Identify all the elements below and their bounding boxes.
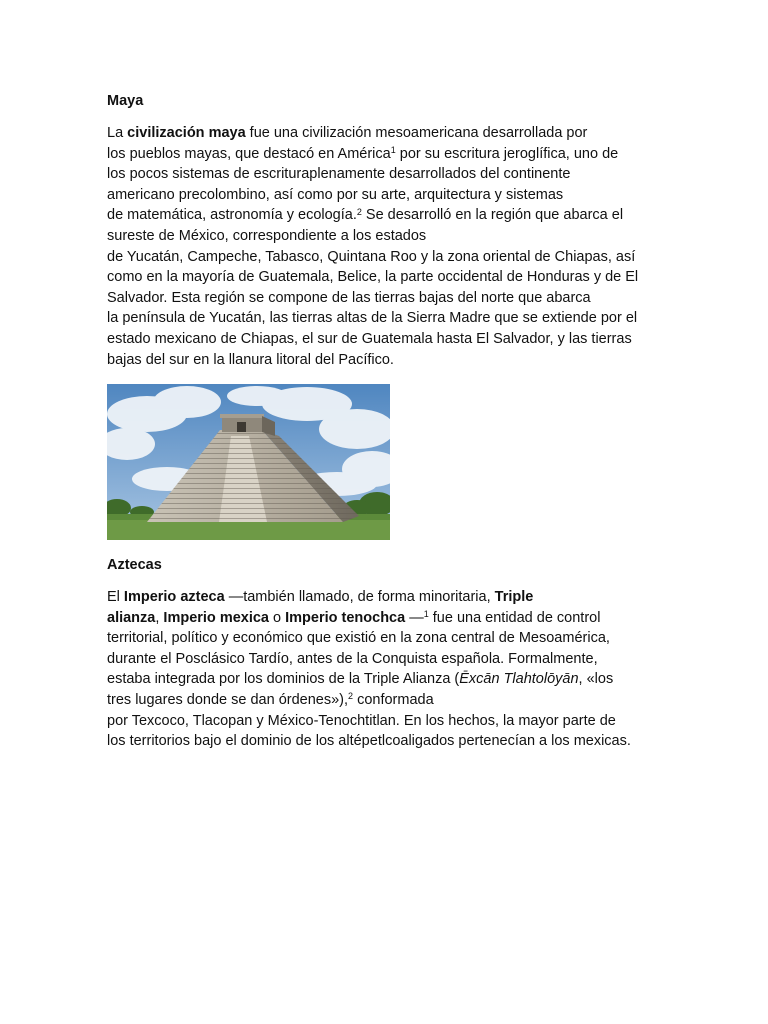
maya-paragraph bbox=[107, 123, 667, 370]
text-line bbox=[107, 308, 667, 329]
pyramid-image bbox=[107, 384, 390, 540]
text-run: Salvador. Esta región se compone de las tierras bajas del norte que abarca bbox=[107, 289, 591, 306]
text-run: de matemática, astronomía y ecología. bbox=[107, 207, 357, 224]
text-run: , bbox=[155, 609, 164, 626]
text-run: fue una civilización mesoamericana desarrollada por bbox=[245, 125, 588, 141]
text-line bbox=[107, 731, 667, 752]
text-line bbox=[107, 690, 667, 711]
footnote-ref: 2 bbox=[356, 206, 362, 217]
footnote-ref: 1 bbox=[390, 144, 396, 155]
text-run: La bbox=[107, 125, 128, 141]
text-run: fue una entidad de control bbox=[428, 609, 601, 626]
bold-term: civilización maya bbox=[127, 125, 246, 141]
text-run: sureste de México, correspondiente a los estados bbox=[107, 227, 427, 244]
text-line bbox=[107, 628, 667, 649]
text-run: —también llamado, de forma minoritaria, bbox=[224, 589, 495, 605]
text-run: por Texcoco, Tlacopan y México-Tenochtitlan. En los hechos, la mayor parte de bbox=[107, 712, 616, 729]
text-line bbox=[107, 123, 667, 144]
text-run: Se desarrolló en la región que abarca el bbox=[361, 207, 624, 224]
text-line bbox=[107, 288, 667, 309]
aztec-paragraph bbox=[107, 587, 667, 752]
text-line bbox=[107, 329, 667, 350]
aztec-heading: Aztecas bbox=[107, 557, 162, 573]
text-run: o bbox=[269, 609, 286, 626]
footnote-ref: 1 bbox=[423, 608, 429, 619]
text-run: los territorios bajo el dominio de los altépetlcoaligados pertenecían a los mexicas. bbox=[107, 733, 631, 750]
maya-heading: Maya bbox=[107, 93, 144, 109]
text-run: bajas del sur en la llanura litoral del Pacífico. bbox=[107, 351, 394, 368]
text-line bbox=[107, 247, 667, 268]
text-run: la península de Yucatán, las tierras altas de la Sierra Madre que se extiende por el bbox=[107, 310, 638, 327]
text-run: conformada bbox=[353, 691, 434, 708]
text-line bbox=[107, 649, 667, 670]
text-run: El bbox=[107, 589, 124, 605]
step-pyramid-photo bbox=[107, 384, 390, 540]
text-run: estaba integrada por los dominios de la Triple Alianza ( bbox=[107, 671, 460, 688]
text-line bbox=[107, 185, 667, 206]
text-run: tres lugares donde se dan órdenes»), bbox=[107, 691, 349, 708]
text-run: los pueblos mayas, que destacó en América bbox=[107, 145, 391, 162]
footnote-ref: 2 bbox=[348, 691, 354, 702]
text-run: — bbox=[405, 609, 424, 626]
bold-term: Imperio mexica bbox=[163, 609, 269, 626]
text-line bbox=[107, 587, 667, 608]
text-run: de Yucatán, Campeche, Tabasco, Quintana Roo y la zona oriental de Chiapas, así bbox=[107, 248, 636, 265]
text-line bbox=[107, 711, 667, 732]
text-run: territorial, político y económico que existió en la zona central de Mesoamérica, bbox=[107, 630, 610, 647]
text-run: durante el Posclásico Tardío, antes de la Conquista española. Formalmente, bbox=[107, 650, 598, 667]
text-run: los pocos sistemas de escrituraplenamente desarrollados del continente bbox=[107, 166, 571, 183]
text-line bbox=[107, 164, 667, 185]
text-line bbox=[107, 226, 667, 247]
text-line bbox=[107, 205, 667, 226]
bold-term: Triple bbox=[494, 589, 534, 605]
text-run: estado mexicano de Chiapas, el sur de Guatemala hasta El Salvador, y las tierras bbox=[107, 330, 632, 347]
text-line bbox=[107, 669, 667, 690]
text-line bbox=[107, 608, 667, 629]
text-line bbox=[107, 267, 667, 288]
bold-term: alianza bbox=[107, 609, 156, 626]
text-run: como en la mayoría de Guatemala, Belice, la parte occidental de Honduras y de El bbox=[107, 269, 639, 286]
bold-term: Imperio azteca bbox=[123, 589, 225, 605]
bold-term: Imperio tenochca bbox=[285, 609, 406, 626]
text-line bbox=[107, 350, 667, 371]
text-run: , «los bbox=[578, 671, 614, 688]
text-run: americano precolombino, así como por su arte, arquitectura y sistemas bbox=[107, 186, 564, 203]
italic-term: Ēxcān Tlahtolōyān bbox=[459, 671, 579, 688]
text-run: por su escritura jeroglífica, uno de bbox=[395, 145, 619, 162]
text-line bbox=[107, 144, 667, 165]
